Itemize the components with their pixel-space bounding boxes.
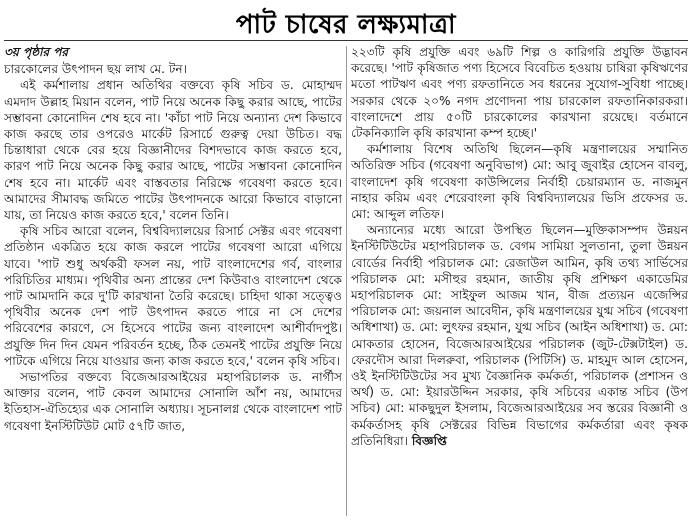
article-column-right bbox=[351, 44, 688, 520]
article-column-left bbox=[4, 44, 342, 520]
paragraph: কৃষি সচিব আরো বলেন, বিশ্ববিদ্যালয়ের রিসার্চ সেক্টর এবং গবেষণা প্রতিষ্ঠান একত্রিত হয়ে কাজ করলে পাটের গবেষণা আরো এগিয়ে যাবে। 'পাট শুধু অর্থকরী ফসল নয়, পাট বাংলাদেশের গর্ব, বাংলার পরিচিতির মাধ্যম। পৃথিবীর অন্য প্রান্তের দেশ কিউবাও বাংলাদেশ থেকে পাট আমদানি করে দু'টি কারখানা তৈরি করেছে। চাহিদা থাকা সত্ত্বেও পৃথিবীর অনেক দেশ পাট উৎপাদন করতে পারে না সে দেশের পরিবেশের কারণে, সে হিসেবে পাটের জন্য বাংলাদেশ আশীর্বাদপুষ্ট। প্রযুক্তি দিন দিন যেমন পরিবর্তন হচ্ছে, ঠিক তেমনই পাটের প্রযুক্তি নিয়ে পাটকে এগিয়ে নিয়ে যাওয়ার জন্য কাজ করতে হবে,' বলেন কৃষি সচিব। bbox=[4, 224, 342, 368]
paragraph: ২২৩টি কৃষি প্রযুক্তি এবং ৬৯টি শিল্প ও কারিগরি প্রযুক্তি উদ্ভাবন করেছে। 'পাট কৃষিজাত পণ্য হিসেবে বিবেচিত হওয়ায় চাষিরা কৃষিঋণের মতো পাটঋণ এবং পণ্য রফতানিতে সব ধরনের সুযোগ-সুবিধা পাচ্ছে। সরকার থেকে ২০% নগদ প্রণোদনা পায় চারকোল রফতানিকারকরা। বাংলাদেশে প্রায় ৫০টি চারকোলের কারখানা রয়েছে। বর্তমানে টেকনিক্যালি কৃষি কারখানা কম্প হচ্ছে।' bbox=[351, 45, 688, 141]
paragraph: চারকোলের উৎপাদন ছয় লাখ মে. টন। bbox=[4, 62, 187, 77]
continued-from-label: ৩য় পৃষ্ঠার পর bbox=[4, 45, 69, 59]
title-rule bbox=[4, 40, 688, 41]
column-divider bbox=[346, 46, 347, 516]
paragraph-text: অন্যান্যের মধ্যে আরো উপস্থিত ছিলেন—মুক্তিকাসম্পদ উন্নয়ন ইনস্টিটিউটের মহাপরিচালক ড. বেগম সামিয়া সুলতানা, তুলা উন্নয়ন বোর্ডের নির্বাহী পরিচালক মো: রেজাউল আমিন, কৃষি তথ্য সার্ভিসের পরিচালক মো: মসীহুর রহমান, জাতীয় কৃষি প্রশিক্ষণ একাডেমির মহাপরিচালক মো: সাইফুল আজম খান, বীজ প্রত্যয়ন এজেন্সির পরিচালক মো: জয়নাল আবেদীন, কৃষি মন্ত্রণালয়ের যুগ্ম সচিব (গবেষণা অধিশাখা) ড. মো: লুৎফর রহমান, যুগ্ম সচিব (আইন অধিশাখা) ড. মো: মোকতার হোসেন, বিজেআরআইয়ের পরিচালক (জুট-টেক্সটাইল) ড. ফেরদৌস আরা দিলরুবা, পরিচালক (পিটিসি) ড. মাহমুদ আল হোসেন, ওই ইনস্টিটিউটের সব মুখ্য বৈজ্ঞানিক কর্মকর্তা, পরিচালক (প্রশাসন ও অর্থ) ড. মো: ইয়ারউদ্দিন সরকার, কৃষি সচিবের একান্ত সচিব (উপ সচিব) মো: মাকছুদুল ইসলাম, বিজেআরআইয়ের সব স্তরের বিজ্ঞানী ও কর্মকর্তাসহ কৃষি সেক্টরের বিভিন্ন বিভাগের কর্মকর্তারা এবং কৃষক প্রতিনিধিরা। bbox=[351, 223, 688, 448]
signoff-label: বিজ্ঞপ্তি bbox=[411, 433, 447, 448]
paragraph: কর্মশালায় বিশেষ অতিথি ছিলেন—কৃষি মন্ত্রণালয়ের সম্মানিত অতিরিক্ত সচিব (গবেষণা অনুবিভাগ) মো: আবু জুবাইর হোসেন বাবলু, বাংলাদেশ কৃষি গবেষণা কাউন্সিলের নির্বাহী চেয়ারম্যান ড. নাজমুন নাহার করিম এবং শেরেবাংলা কৃষি বিশ্ববিদ্যালয়ের ভিসি প্রফেসর ড. মো: আব্দুল লতিফ। bbox=[351, 142, 688, 222]
paragraph bbox=[351, 222, 688, 449]
paragraph: এই কর্মশালায় প্রধান অতিথির বক্তব্যে কৃষি সচিব ড. মোহাম্মদ এমদাদ উল্লাহ মিয়ান বলেন, পাট নিয়ে অনেক কিছু করার আছে, পাটের সম্ভাবনা কোনোদিন শেষ হবে না। 'কাঁচা পাট নিয়ে অন্যান্য দেশ কিভাবে কাজ করছে তার ওপরেও মার্কেট রিসার্চে গুরুত্ব দেয়া উচিত। বদ্ধ চিন্তাধারা থেকে বের হয়ে বিজ্ঞানীদের বিশদভাবে কাজ করতে হবে, কারণ পাট নিয়ে অনেক কিছু করার আছে, পাটের সম্ভাবনা কোনোদিন শেষ হবে না। মার্কেট এবং বাস্তবতার নিরিক্ষে গবেষণা করতে হবে। আমাদের সীমাবদ্ধ জমিতে পাটের উৎপাদনকে আরো কিভাবে বাড়ানো যায়, তা নিয়েও কাজ করতে হবে,' বলেন তিনি। bbox=[4, 78, 342, 223]
paragraph: সভাপতির বক্তব্যে বিজেআরআইয়ের মহাপরিচালক ড. নার্গীস আক্তার বলেন, পাট কেবল আমাদের সোনালি আঁশ নয়, আমাদের ইতিহাস-ঐতিহ্যের এক সোনালি অধ্যায়। সূচনালগ্ন থেকে বাংলাদেশ পাট গবেষণা ইনস্টিটিউট মোট ৫৭টি জাত, bbox=[4, 370, 342, 433]
article-title: পাট চাষের লক্ষ্যমাত্রা bbox=[235, 10, 457, 40]
